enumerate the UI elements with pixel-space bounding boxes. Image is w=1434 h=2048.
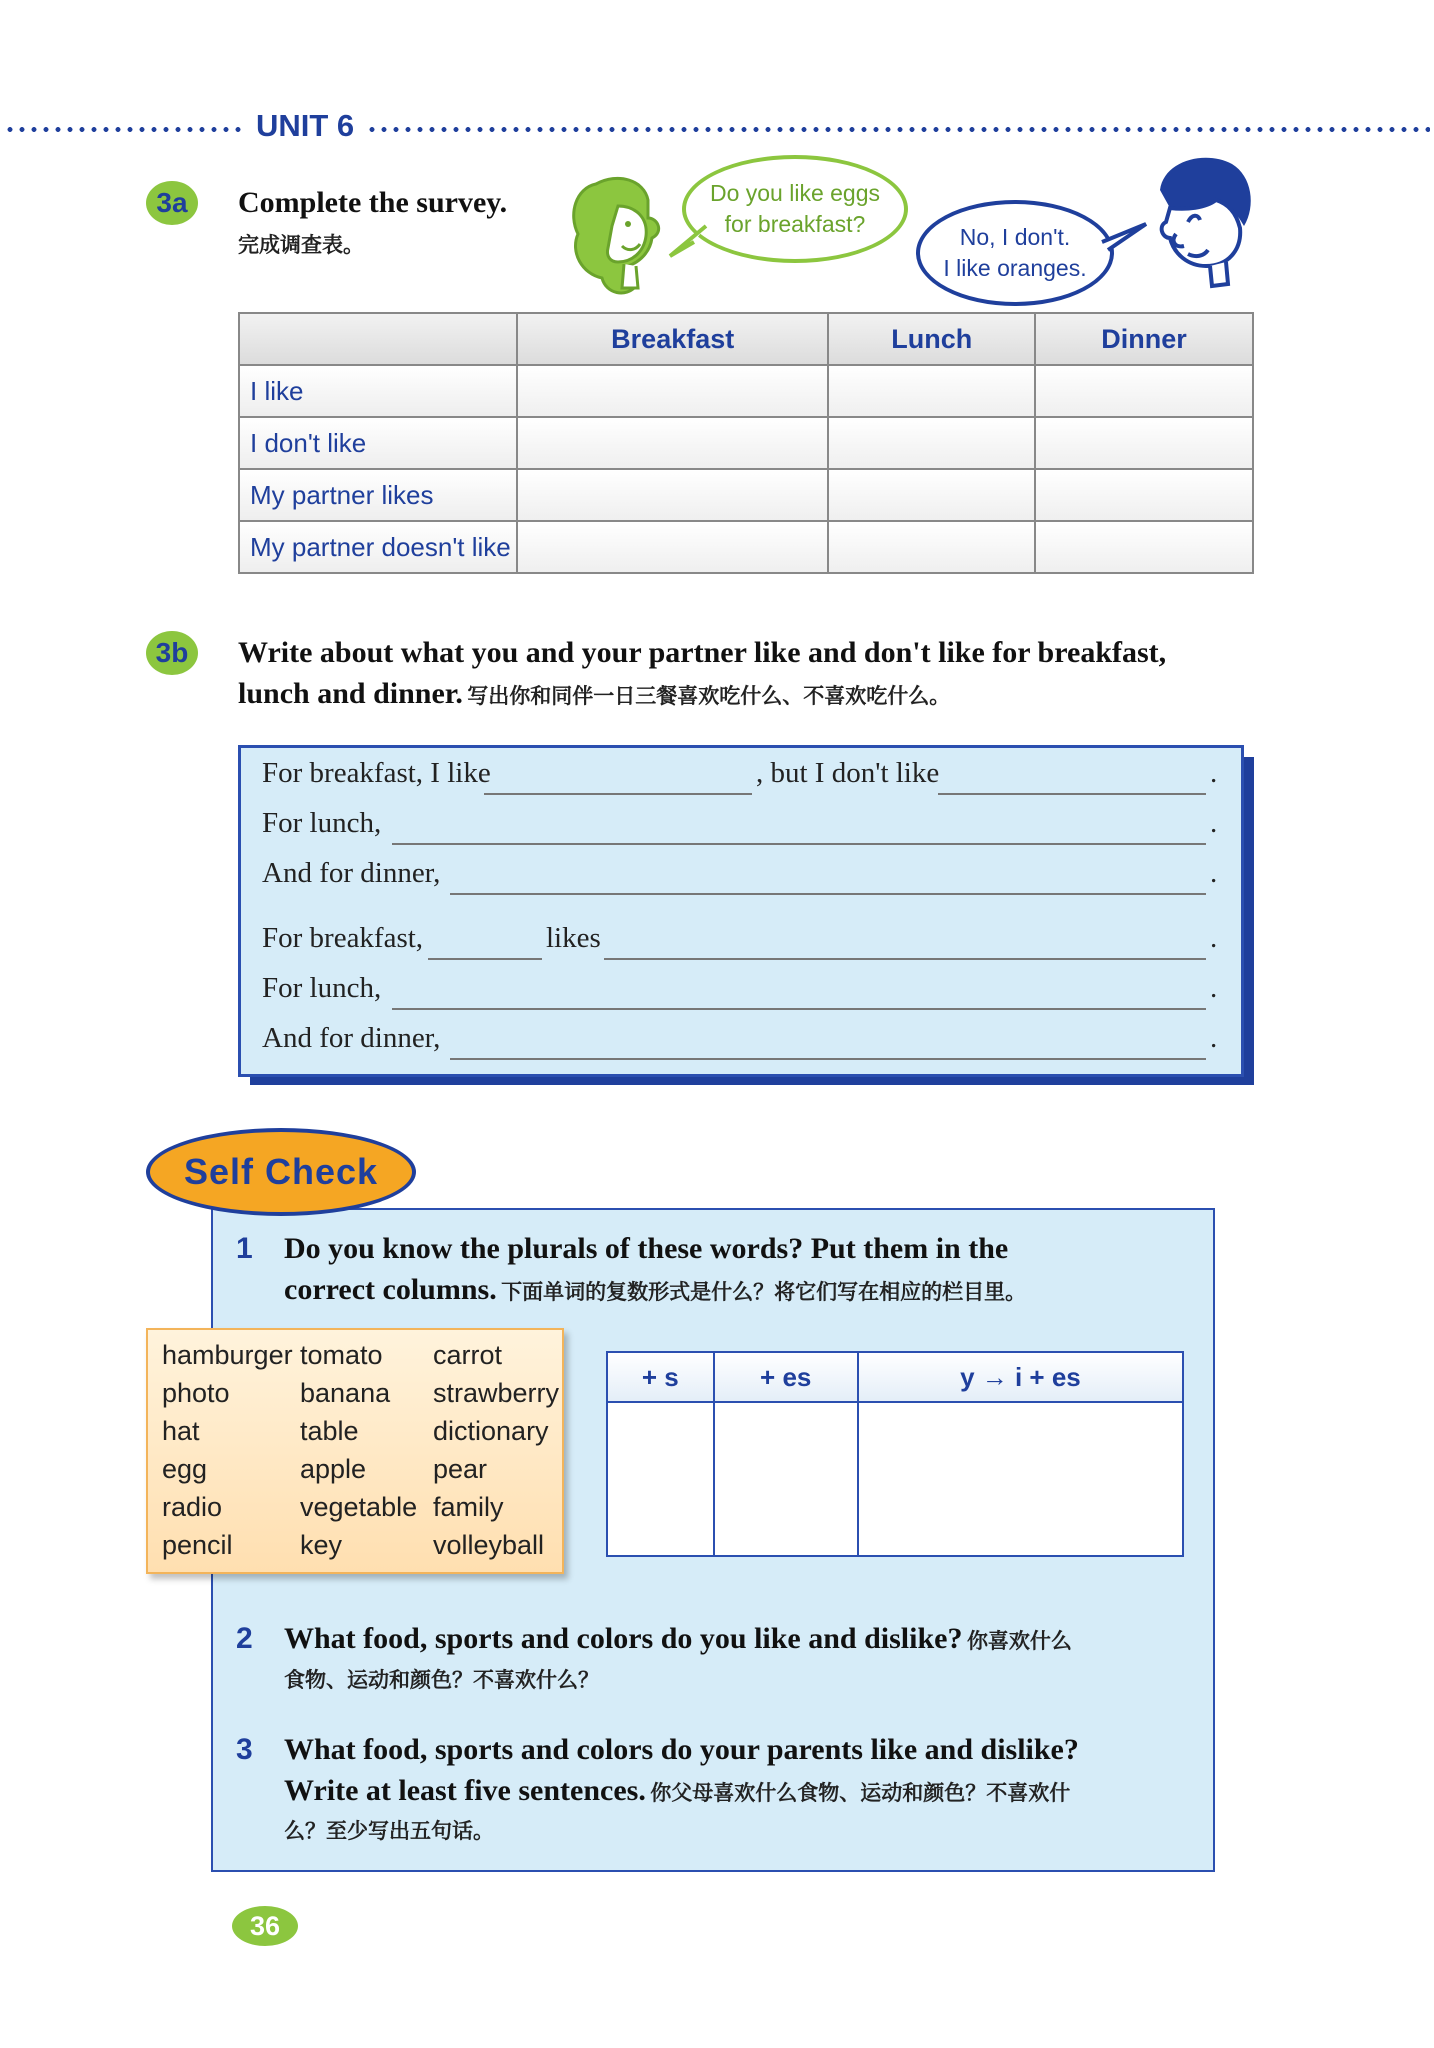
question-2-zh-2: 食物、运动和颜色？不喜欢什么？ [284,1667,599,1692]
writing-blank[interactable] [484,793,752,795]
question-2-zh-1: 你喜欢什么 [966,1628,1072,1653]
survey-cell[interactable] [517,417,828,469]
green-girl-illustration [566,166,670,302]
writing-period: . [1210,922,1218,954]
question-line-1: Do you like eggs [709,180,881,206]
word-item: hat [162,1416,200,1446]
section-3b-title-zh: 写出你和同伴一日三餐喜欢吃什么、不喜欢吃什么。 [467,683,951,708]
header-dotted-rule-left [4,127,242,132]
writing-line-3-prompt: And for dinner, [262,857,441,889]
plurals-answer-cell[interactable] [607,1402,714,1556]
plurals-answer-row [607,1402,1183,1556]
plurals-col-es: + es [714,1352,858,1402]
section-3a-title: Complete the survey. [238,186,508,219]
word-item: egg [162,1454,208,1484]
plurals-answer-cell[interactable] [858,1402,1183,1556]
writing-blank[interactable] [392,1008,1206,1010]
header-dotted-rule-right [366,127,1430,132]
plurals-answer-cell[interactable] [714,1402,858,1556]
question-1-zh: 下面单词的复数形式是什么？将它们写在相应的栏目里。 [501,1279,1027,1304]
question-1-number: 1 [236,1232,253,1265]
answer-line-1: No, I don't. [959,224,1071,250]
survey-cell[interactable] [1035,417,1253,469]
word-item: strawberry [433,1378,560,1408]
question-1-line-2: correct columns. [284,1273,497,1306]
question-1-line-2-wrap [284,1273,1026,1307]
section-3b-title-line-2-wrap [238,677,950,711]
question-line-2: for breakfast? [724,211,866,237]
section-3b-title-line-1: Write about what you and your partner like and don't like for breakfast, [238,636,1167,669]
word-item: hamburger [162,1340,293,1370]
word-item: key [300,1530,343,1560]
word-item: carrot [433,1340,503,1370]
survey-col-breakfast: Breakfast [517,313,828,365]
writing-line-4-prompt: For breakfast, [262,922,424,954]
survey-row [239,469,1253,521]
word-item: radio [162,1492,223,1522]
survey-header-row [239,313,1253,365]
writing-period: . [1210,857,1218,889]
survey-row [239,365,1253,417]
word-item: dictionary [433,1416,549,1446]
survey-row-label: My partner likes [239,469,517,521]
survey-row [239,417,1253,469]
question-3-zh-1: 你父母喜欢什么食物、运动和颜色？不喜欢什 [650,1780,1071,1805]
word-item: vegetable [300,1492,418,1522]
survey-cell[interactable] [828,521,1035,573]
page-number: 36 [232,1906,298,1946]
word-item: family [433,1492,504,1522]
self-check-label: Self Check [146,1128,416,1216]
section-3a-badge: 3a [146,181,198,225]
writing-line-4-middle: likes [546,922,601,954]
survey-table [238,312,1254,574]
question-3-number: 3 [236,1733,253,1766]
question-1-line-1: Do you know the plurals of these words? Put them in the [284,1232,1009,1265]
unit-title: UNIT 6 [256,108,355,143]
survey-cell[interactable] [828,365,1035,417]
question-2-line-1-wrap [284,1622,1072,1656]
plurals-table [606,1351,1184,1557]
question-3-zh-2: 么？至少写出五句话。 [284,1818,494,1843]
word-item: apple [300,1454,367,1484]
writing-period: . [1210,1022,1218,1054]
question-3-line-2: Write at least five sentences. [284,1774,646,1807]
word-item: photo [162,1378,230,1408]
plurals-col-y-ies: y → i + es [858,1352,1183,1402]
survey-cell[interactable] [828,469,1035,521]
survey-col-dinner: Dinner [1035,313,1253,365]
survey-cell[interactable] [517,365,828,417]
survey-row-label: I don't like [239,417,517,469]
writing-blank[interactable] [938,793,1206,795]
question-2-line-1: What food, sports and colors do you like and dislike? [284,1622,963,1655]
survey-cell[interactable] [517,469,828,521]
writing-blank[interactable] [392,843,1206,845]
section-3a-subtitle: 完成调查表。 [238,232,364,257]
section-3b-badge: 3b [146,631,198,675]
word-item: table [300,1416,359,1446]
survey-cell[interactable] [1035,521,1253,573]
survey-cell[interactable] [1035,365,1253,417]
survey-col-lunch: Lunch [828,313,1035,365]
answer-speech-bubble [916,200,1114,306]
plurals-header-row [607,1352,1183,1402]
writing-line-6-prompt: And for dinner, [262,1022,441,1054]
writing-blank[interactable] [450,1058,1206,1060]
writing-line-2-prompt: For lunch, [262,807,382,839]
section-3b-title-line-2: lunch and dinner. [238,677,463,710]
writing-blank[interactable] [428,958,542,960]
writing-line-5-prompt: For lunch, [262,972,382,1004]
writing-line-1-prompt: For breakfast, I like [262,757,491,789]
word-item: pear [433,1454,488,1484]
writing-blank[interactable] [604,958,1206,960]
writing-period: . [1210,807,1218,839]
survey-corner-cell [239,313,517,365]
survey-row-label: My partner doesn't like [239,521,517,573]
survey-cell[interactable] [1035,469,1253,521]
plurals-col-s: + s [607,1352,714,1402]
writing-blank[interactable] [450,893,1206,895]
writing-period: . [1210,972,1218,1004]
question-2-number: 2 [236,1622,253,1655]
survey-row-label: I like [239,365,517,417]
blue-boy-illustration [1140,150,1258,290]
writing-period: . [1210,757,1218,789]
question-speech-bubble [682,155,908,263]
survey-cell[interactable] [828,417,1035,469]
word-item: pencil [162,1530,233,1560]
word-item: tomato [300,1340,383,1370]
question-3-line-2-wrap [284,1774,1070,1808]
question-3-line-1: What food, sports and colors do your parents like and dislike? [284,1733,1079,1766]
answer-line-2: I like oranges. [943,255,1087,281]
survey-cell[interactable] [517,521,828,573]
writing-line-1-middle: , but I don't like [756,757,940,789]
word-item: banana [300,1378,391,1408]
question-bubble-tail [666,222,712,260]
survey-row [239,521,1253,573]
word-item: volleyball [433,1530,545,1560]
